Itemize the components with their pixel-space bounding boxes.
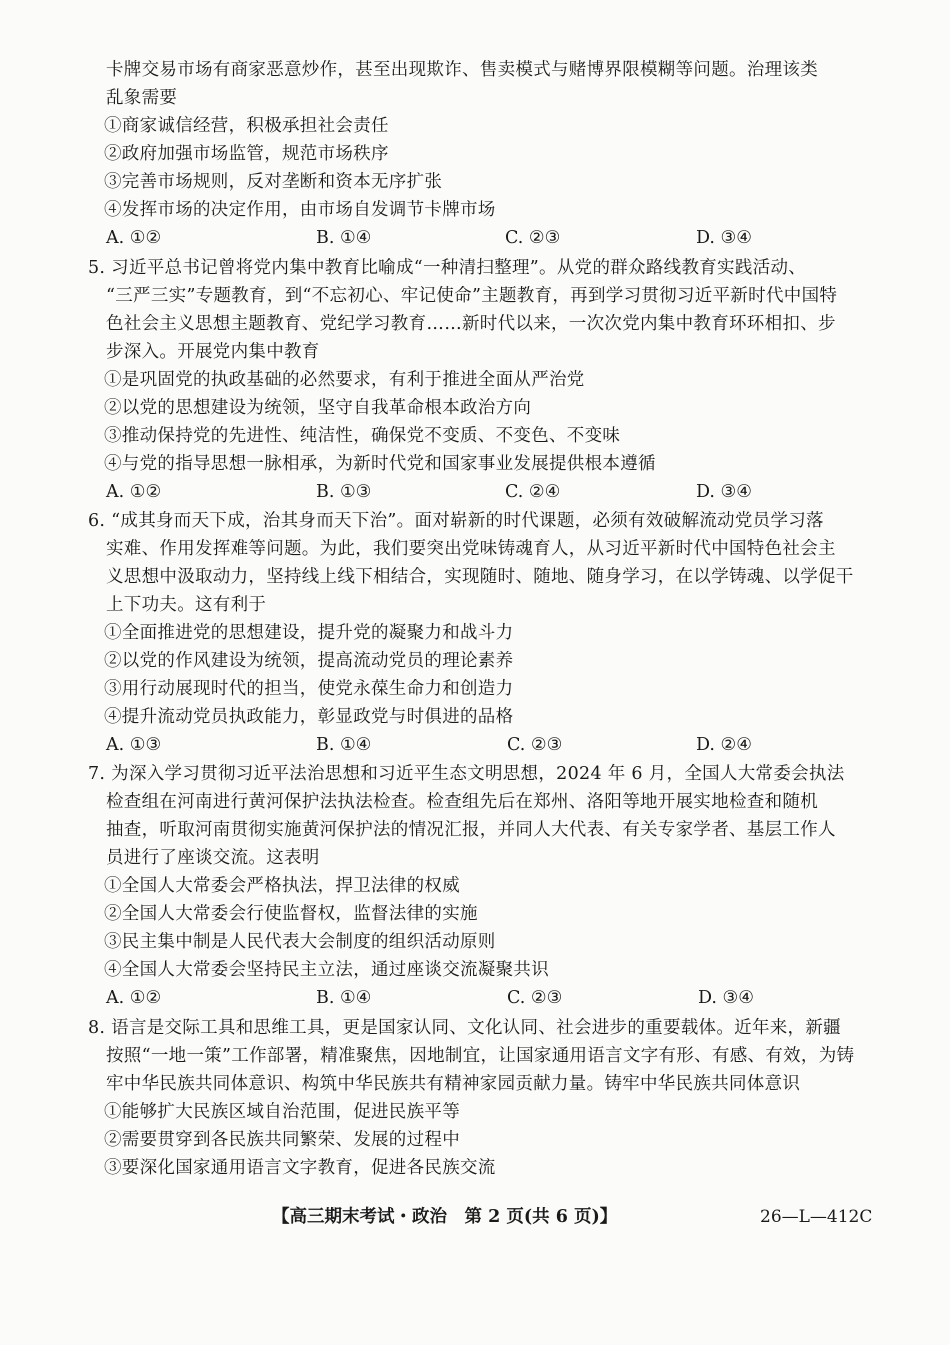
q8-stem-line-2: 按照“一地一策”工作部署，精准聚焦，因地制宜，让国家通用语言文字有形、有感、有效，为铸 bbox=[106, 1046, 855, 1066]
q5-stem-line-4: 步深入。开展党内集中教育 bbox=[106, 342, 320, 362]
q5-choice-d: D. ③④ bbox=[696, 482, 752, 502]
q6-choice-d: D. ②④ bbox=[696, 735, 752, 755]
q4-option-4: ④发挥市场的决定作用，由市场自发调节卡牌市场 bbox=[104, 200, 496, 220]
q7-choice-c: C. ②③ bbox=[507, 988, 563, 1008]
q8-stem-line-3: 牢中华民族共同体意识、构筑中华民族共有精神家园贡献力量。铸牢中华民族共同体意识 bbox=[106, 1074, 801, 1094]
q6-choice-c: C. ②③ bbox=[507, 735, 563, 755]
q4-choice-b: B. ①④ bbox=[316, 228, 372, 248]
q6-option-4: ④提升流动党员执政能力，彰显政党与时俱进的品格 bbox=[104, 707, 514, 727]
q6-stem-line-3: 义思想中汲取动力，坚持线上线下相结合，实现随时、随地、随身学习，在以学铸魂、以学促干 bbox=[106, 567, 854, 587]
q4-option-2: ②政府加强市场监管，规范市场秩序 bbox=[104, 144, 389, 164]
q5-option-4: ④与党的指导思想一脉相承，为新时代党和国家事业发展提供根本遵循 bbox=[104, 454, 656, 474]
q6-choice-a: A. ①③ bbox=[106, 735, 162, 755]
q8-option-3: ③要深化国家通用语言文字教育，促进各民族交流 bbox=[104, 1158, 496, 1178]
page-footer-title: 【高三期末考试・政治 第 2 页(共 6 页)】 bbox=[272, 1207, 618, 1227]
q6-option-1: ①全面推进党的思想建设，提升党的凝聚力和战斗力 bbox=[104, 623, 514, 643]
q4-choice-a: A. ①② bbox=[106, 228, 162, 248]
q7-stem-line-2: 检查组在河南进行黄河保护法执法检查。检查组先后在郑州、洛阳等地开展实地检查和随机 bbox=[106, 792, 818, 812]
q7-stem-line-4: 员进行了座谈交流。这表明 bbox=[106, 848, 320, 868]
q5-option-2: ②以党的思想建设为统领，坚守自我革命根本政治方向 bbox=[104, 398, 532, 418]
q5-option-1: ①是巩固党的执政基础的必然要求，有利于推进全面从严治党 bbox=[104, 370, 585, 390]
q6-stem-line-4: 上下功夫。这有利于 bbox=[106, 595, 267, 615]
q5-stem-line-1: 5. 习近平总书记曾将党内集中教育比喻成“一种清扫整理”。从党的群众路线教育实践活动、 bbox=[88, 258, 807, 278]
q5-stem-line-3: 色社会主义思想主题教育、党纪学习教育……新时代以来，一次次党内集中教育环环相扣、步 bbox=[106, 314, 836, 334]
q5-choice-a: A. ①② bbox=[106, 482, 162, 502]
q7-choice-d: D. ③④ bbox=[698, 988, 754, 1008]
q8-option-2: ②需要贯穿到各民族共同繁荣、发展的过程中 bbox=[104, 1130, 460, 1150]
q6-option-3: ③用行动展现时代的担当，使党永葆生命力和创造力 bbox=[104, 679, 514, 699]
q7-option-2: ②全国人大常委会行使监督权，监督法律的实施 bbox=[104, 904, 478, 924]
q7-option-1: ①全国人大常委会严格执法，捍卫法律的权威 bbox=[104, 876, 460, 896]
q7-stem-line-3: 抽查，听取河南贯彻实施黄河保护法的情况汇报，并同人大代表、有关专家学者、基层工作人 bbox=[106, 820, 836, 840]
q7-choice-a: A. ①② bbox=[106, 988, 162, 1008]
q4-option-3: ③完善市场规则，反对垄断和资本无序扩张 bbox=[104, 172, 443, 192]
q4-stem-line-1: 卡牌交易市场有商家恶意炒作，甚至出现欺诈、售卖模式与赌博界限模糊等问题。治理该类 bbox=[106, 60, 818, 80]
page-footer-code: 26—L—412C bbox=[760, 1207, 873, 1227]
q7-option-4: ④全国人大常委会坚持民主立法，通过座谈交流凝聚共识 bbox=[104, 960, 549, 980]
q6-choice-b: B. ①④ bbox=[316, 735, 372, 755]
q8-stem-line-1: 8. 语言是交际工具和思维工具，更是国家认同、文化认同、社会进步的重要载体。近年来，新疆 bbox=[88, 1018, 841, 1038]
q4-choice-c: C. ②③ bbox=[505, 228, 561, 248]
q5-choice-c: C. ②④ bbox=[505, 482, 561, 502]
q7-stem-line-1: 7. 为深入学习贯彻习近平法治思想和习近平生态文明思想，2024 年 6 月，全国人大常委会执法 bbox=[88, 764, 845, 784]
q6-stem-line-2: 实难、作用发挥难等问题。为此，我们要突出党味铸魂育人，从习近平新时代中国特色社会主 bbox=[106, 539, 836, 559]
q6-stem-line-1: 6. “成其身而天下成，治其身而天下治”。面对崭新的时代课题，必须有效破解流动党员学习落 bbox=[88, 511, 824, 531]
q8-option-1: ①能够扩大民族区域自治范围，促进民族平等 bbox=[104, 1102, 460, 1122]
q7-option-3: ③民主集中制是人民代表大会制度的组织活动原则 bbox=[104, 932, 496, 952]
q4-stem-line-2: 乱象需要 bbox=[106, 88, 178, 108]
q4-option-1: ①商家诚信经营，积极承担社会责任 bbox=[104, 116, 389, 136]
q4-choice-d: D. ③④ bbox=[696, 228, 752, 248]
q5-option-3: ③推动保持党的先进性、纯洁性，确保党不变质、不变色、不变味 bbox=[104, 426, 621, 446]
q6-option-2: ②以党的作风建设为统领，提高流动党员的理论素养 bbox=[104, 651, 514, 671]
q5-choice-b: B. ①③ bbox=[316, 482, 372, 502]
q7-choice-b: B. ①④ bbox=[316, 988, 372, 1008]
q5-stem-line-2: “三严三实”专题教育，到“不忘初心、牢记使命”主题教育，再到学习贯彻习近平新时代中国特 bbox=[106, 286, 838, 306]
